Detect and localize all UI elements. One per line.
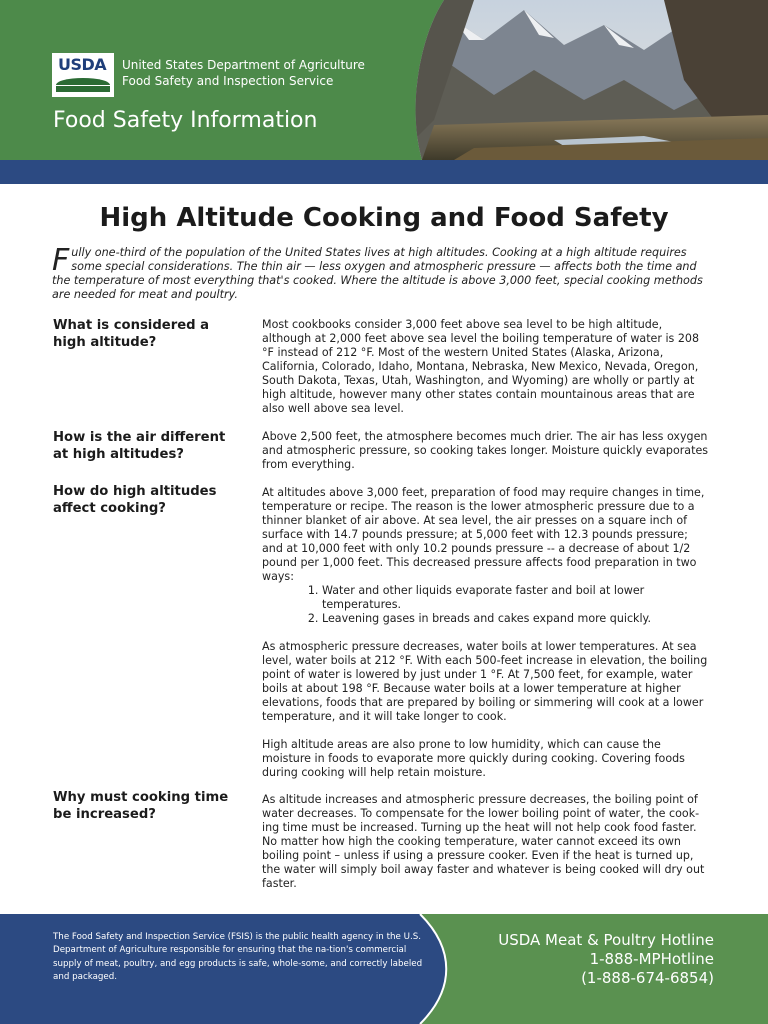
mountain-photo xyxy=(414,0,768,160)
answer-cooking-time xyxy=(262,793,712,891)
logo-ground-stripe xyxy=(56,86,110,92)
intro-paragraph xyxy=(52,243,712,302)
header-blue-band xyxy=(0,160,768,184)
question-affect-cooking: How do high altitudes affect cooking? xyxy=(53,484,217,516)
page-title: High Altitude Cooking and Food Safety xyxy=(99,203,669,233)
hotline-number: (1-888-674-6854) xyxy=(581,969,714,987)
answer-text: As atmospheric pressure decreases, water boils at lower temperatures. At sea level, water boils at 212 °F. With each 500-feet increase in elevation, the boiling point of water is lowered by just under 1 °F. At 7,500 feet, for example, water boils at about 198 °F. Because water boils at a lower temperature at higher elevations, foods that are prepared by boiling or simmering will cook at a lower temperature, and it will take longer to cook. xyxy=(262,640,708,723)
answer-text: Above 2,500 feet, the atmosphere becomes much drier. The air has less oxygen and atmospheric pressure, so cooking takes longer. Moisture quickly evaporates from everything. xyxy=(262,430,709,471)
drop-cap: F xyxy=(52,243,70,278)
answer-text: Most cookbooks consider 3,000 feet above sea level to be high altitude, although at 2,000 feet above sea level the boiling temperature of water is 208 °F instead of 212 °F. Most of the western United States (Alaska, Arizona, California, Colorado, Idaho, Montana, Nebraska, New Mexico, Nevada, Oregon, South Dakota, Texas, Utah, Washington, and Wyoming) are wholly or partly at high altitude, however many other states contain mountainous areas that are also well above sea level. xyxy=(262,318,700,415)
question-cooking-time: Why must cooking time be increased? xyxy=(53,790,229,822)
hotline-title: USDA Meat & Poultry Hotline xyxy=(498,931,714,949)
header-banner xyxy=(0,0,768,160)
logo-wave-stripe xyxy=(56,78,110,85)
answer-text: As altitude increases and atmospheric pressure decreases, the boiling point of water decreases. To compensate for the lower boiling point of water, the cook-ing time must be increased. Turning up the heat will not help cook food faster. No matter how high the cooking temperature, water cannot exceed its own boiling point – unless if using a pressure cooker. Even if the heat is turned up, the water will simply boil away faster and whatever is being cooked will dry out faster. xyxy=(262,793,705,890)
section-title: Food Safety Information xyxy=(53,108,318,133)
list-item: 2. Leavening gases in breads and cakes expand more quickly. xyxy=(322,612,712,626)
answer-text: High altitude areas are also prone to low humidity, which can cause the moisture in foods to evaporate more quickly during cooking. Covering foods during cooking will help retain moisture. xyxy=(262,738,685,779)
usda-logo xyxy=(52,53,114,97)
fsis-description: The Food Safety and Inspection Service (FSIS) is the public health agency in the U.S. Department of Agriculture responsible for ensuring that the na-tion's commercial supply of meat, poultry, and egg products is safe, whole-some, and correctly labeled and packaged. xyxy=(53,932,423,982)
answer-affect-cooking xyxy=(262,486,712,780)
intro-text: ully one-third of the population of the United States lives at high altitudes. Cooking at a high altitude requires some special considerations. The thin air — less oxygen and atmospheric pressure — affects both the time and the temperature of most everything that's cooked. Where the altitude is above 3,000 feet, special cooking methods are needed for meat and poultry. xyxy=(52,246,703,301)
agency-name: United States Department of Agriculture xyxy=(122,58,365,72)
service-name: Food Safety and Inspection Service xyxy=(122,74,334,88)
list-item: 1. Water and other liquids evaporate faster and boil at lower temperatures. xyxy=(322,584,712,612)
hotline-name: 1-888-MPHotline xyxy=(589,950,714,968)
answer-text: At altitudes above 3,000 feet, preparation of food may require changes in time, temperature or recipe. The reason is the lower atmospheric pressure due to a thinner blanket of air above. At sea level, the air presses on a square inch of surface with 14.7 pounds pressure; at 5,000 feet with 12.3 pounds pressure; and at 10,000 feet with only 10.2 pounds pressure -- a decrease of about 1/2 pound per 1,000 feet. This decreased pressure affects food preparation in two ways: xyxy=(262,486,705,583)
answer-air-different xyxy=(262,430,712,472)
question-high-altitude: What is considered a high altitude? xyxy=(53,318,210,350)
usda-logo-text: USDA xyxy=(58,55,107,74)
answer-high-altitude xyxy=(262,318,712,416)
question-air-different: How is the air different at high altitudes? xyxy=(53,430,226,462)
effects-list xyxy=(262,584,712,626)
